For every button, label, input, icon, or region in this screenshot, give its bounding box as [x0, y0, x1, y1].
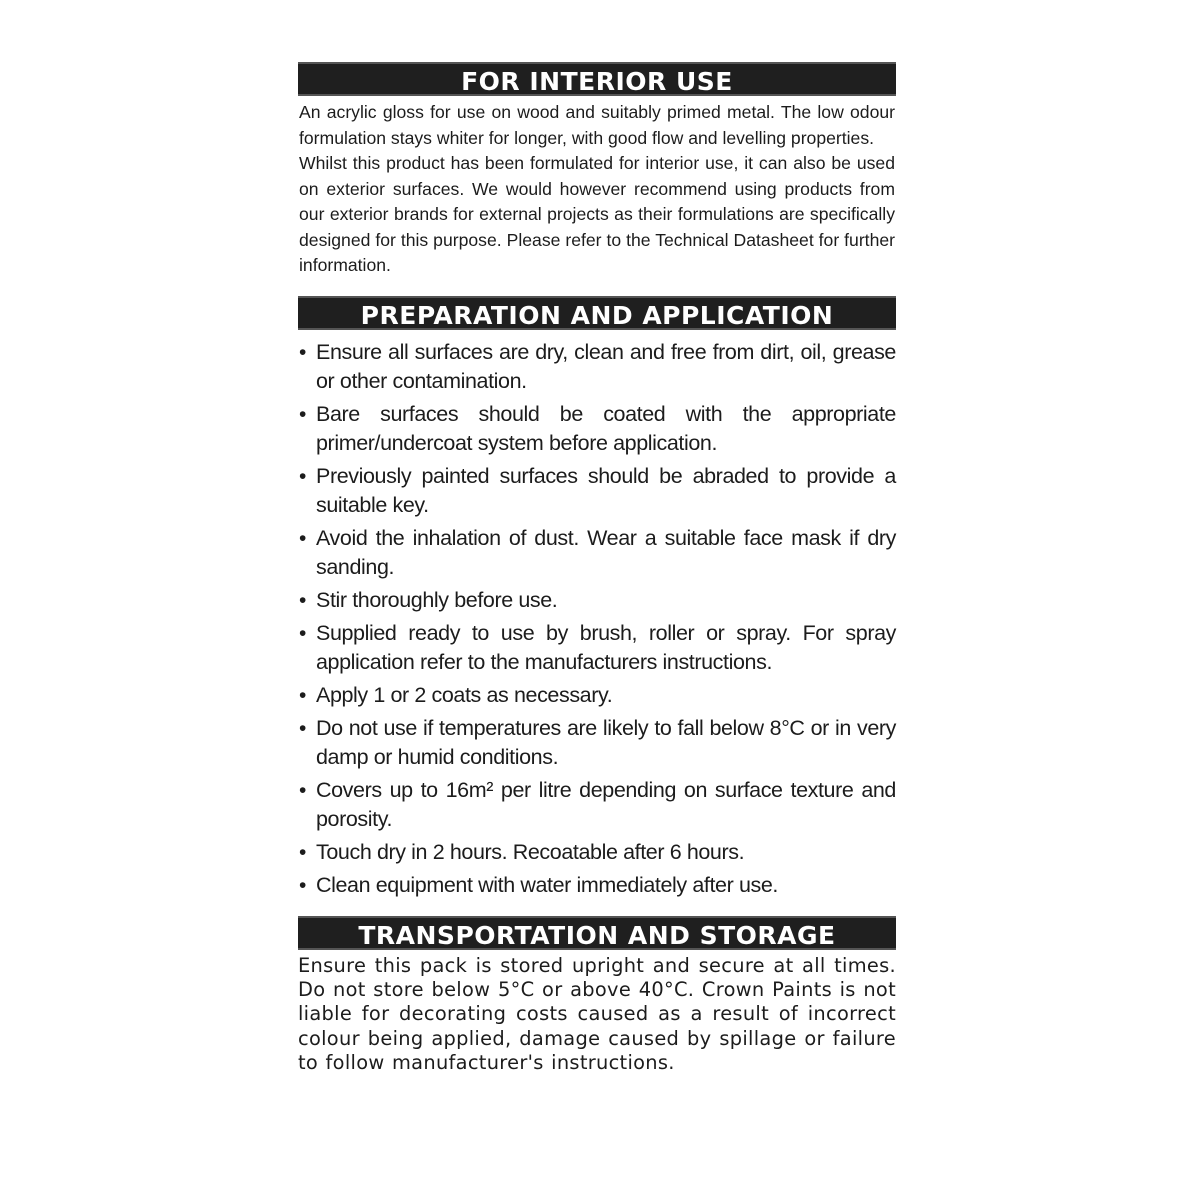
list-item [298, 838, 896, 867]
section-header-interior-use: FOR INTERIOR USE [298, 62, 896, 96]
list-item-text: Touch dry in 2 hours. Recoatable after 6 hours. [316, 839, 745, 864]
list-item [298, 338, 896, 396]
list-item [298, 681, 896, 710]
bullet-icon: • [299, 683, 306, 707]
bullet-icon: • [299, 778, 306, 802]
section-header-preparation-application: PREPARATION AND APPLICATION [298, 296, 896, 330]
list-item [298, 524, 896, 582]
list-item-text: Covers up to 16m² per litre depending on surface texture and porosity. [316, 777, 896, 831]
bullet-icon: • [299, 621, 306, 645]
interior-use-body [298, 100, 896, 279]
list-item [298, 462, 896, 520]
list-item-text: Apply 1 or 2 coats as necessary. [316, 682, 613, 707]
list-item-text: Ensure all surfaces are dry, clean and free from dirt, oil, grease or other contamination. [316, 339, 896, 393]
list-item [298, 871, 896, 900]
list-item [298, 776, 896, 834]
list-item-text: Do not use if temperatures are likely to fall below 8°C or in very damp or humid conditions. [316, 715, 896, 769]
product-label [298, 60, 896, 1076]
list-item-text: Supplied ready to use by brush, roller or spray. For spray application refer to the manufacturers instructions. [316, 620, 896, 674]
list-item-text: Stir thoroughly before use. [316, 587, 558, 612]
bullet-icon: • [299, 340, 306, 364]
list-item [298, 714, 896, 772]
bullet-icon: • [299, 873, 306, 897]
bullet-icon: • [299, 588, 306, 612]
interior-exterior-note-paragraph: Whilst this product has been formulated for interior use, it can also be used on exterior surfaces. We would however recommend using products from our exterior brands for external projects as their formulations are specifically designed for this purpose. Please refer to the Technical Datasheet for further information. [299, 153, 895, 275]
interior-description-paragraph: An acrylic gloss for use on wood and suitably primed metal. The low odour formulation stays whiter for longer, with good flow and levelling properties. [299, 102, 895, 148]
list-item-text: Avoid the inhalation of dust. Wear a suitable face mask if dry sanding. [316, 525, 896, 579]
list-item-text: Previously painted surfaces should be abraded to provide a suitable key. [316, 463, 896, 517]
bullet-icon: • [299, 526, 306, 550]
bullet-icon: • [299, 464, 306, 488]
list-item [298, 400, 896, 458]
list-item [298, 619, 896, 677]
bullet-icon: • [299, 716, 306, 740]
list-item [298, 586, 896, 615]
preparation-bullet-list [298, 338, 896, 900]
list-item-text: Bare surfaces should be coated with the appropriate primer/undercoat system before application. [316, 401, 896, 455]
bullet-icon: • [299, 840, 306, 864]
bullet-icon: • [299, 402, 306, 426]
list-item-text: Clean equipment with water immediately after use. [316, 872, 778, 897]
transport-storage-paragraph: Ensure this pack is stored upright and secure at all times. Do not store below 5°C or above 40°C. Crown Paints is not liable for decorating costs caused as a result of incorrect colour being applied, damage caused by spillage or failure to follow manufacturer's instructions. [298, 953, 896, 1075]
section-header-transportation-storage: TRANSPORTATION AND STORAGE [298, 916, 896, 950]
